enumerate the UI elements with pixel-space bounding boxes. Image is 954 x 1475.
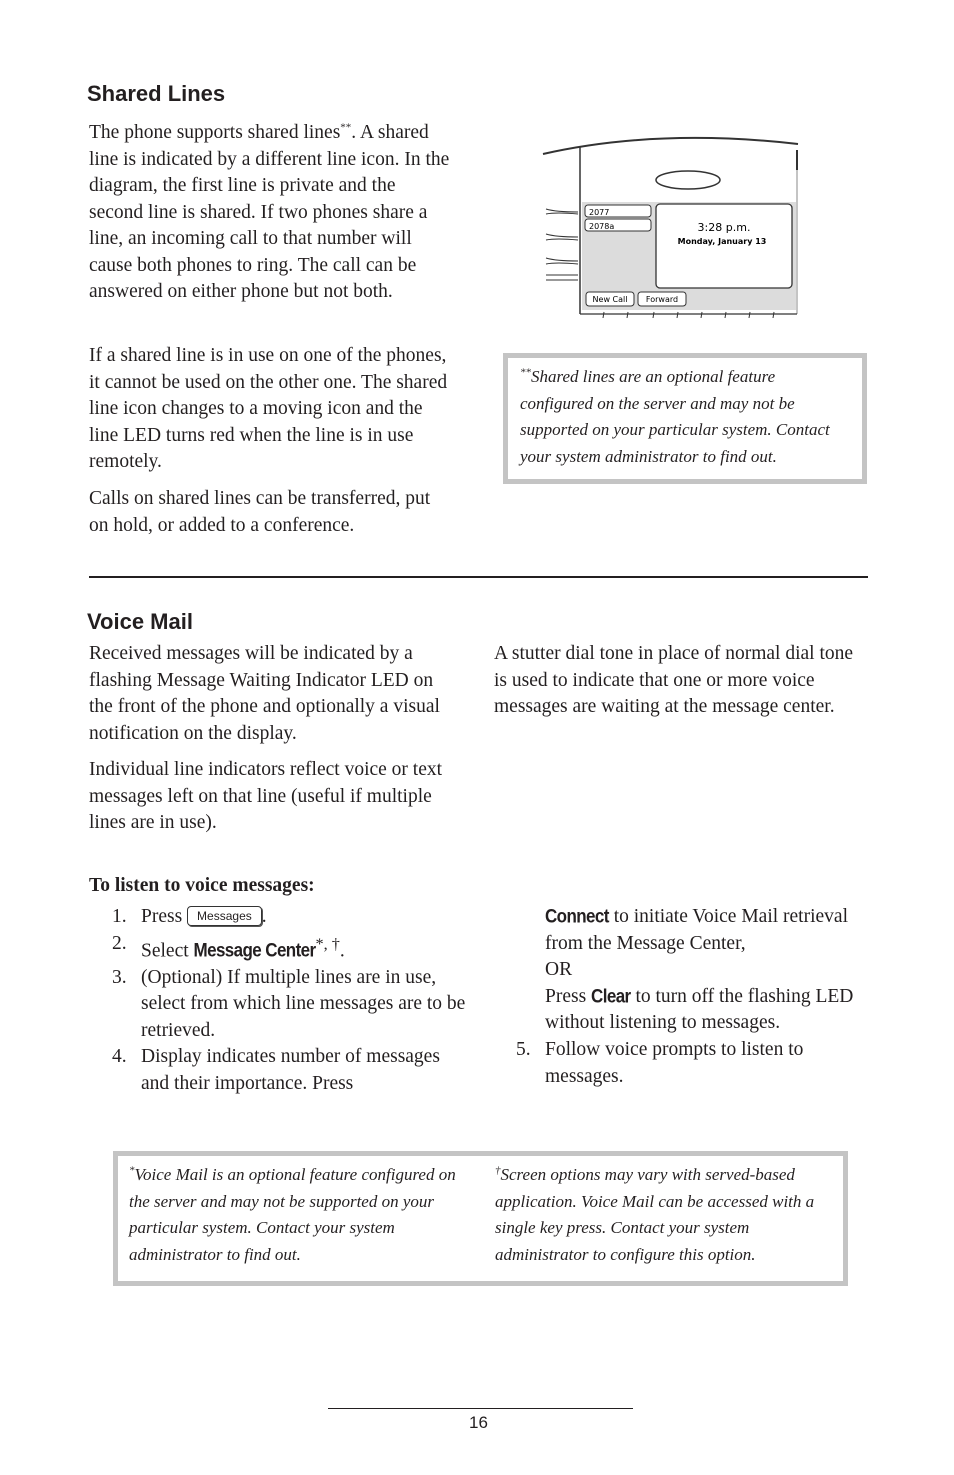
display-date: Monday, January 13 <box>677 237 767 246</box>
step-5: 5. Follow voice prompts to listen to messages. <box>516 1039 804 1087</box>
voice-mail-note-2: †Screen options may vary with served-based application. Voice Mail can be accessed with a single key press. Contact your system administrator to configure this option. <box>495 1164 815 1264</box>
softkey-forward: Forward <box>645 295 679 304</box>
shared-lines-para-1: The phone supports shared lines**. A shared line is indicated by a different line icon. In the diagram, the first line is private and the second line is shared. If two phones share a line, an incoming call to that number will cause both phones to ring. The call can be answered on either phone but not both. <box>89 121 450 302</box>
line-1-label: 2077 <box>589 208 610 217</box>
clear-softkey: Clear <box>591 985 631 1007</box>
steps-list-left <box>89 904 467 1097</box>
softkey-new-call: New Call <box>592 295 628 304</box>
voice-mail-para-3: A stutter dial tone in place of normal dial tone is used to indicate that one or more voice messages are waiting at the message center. <box>494 643 854 717</box>
listen-heading: To listen to voice messages: <box>89 875 315 896</box>
steps-list-right <box>493 1037 863 1090</box>
message-center-softkey: Message Center <box>193 939 316 962</box>
display-time: 3:28 p.m. <box>697 221 751 234</box>
voice-mail-note-1: *Voice Mail is an optional feature configured on the server and may not be supported on your particular system. Contact your system administrator to find out. <box>129 1164 456 1264</box>
line-2-label: 2078a <box>589 222 615 231</box>
step-2: 2. Select Message Center*, †. <box>89 931 467 965</box>
shared-lines-heading: Shared Lines <box>87 81 226 106</box>
voice-mail-notes <box>113 1151 848 1286</box>
step-1: 1. Press Messages . <box>112 906 267 927</box>
page-number: 16 <box>469 1413 488 1432</box>
messages-key: Messages <box>187 906 262 926</box>
step-3: 3. (Optional) If multiple lines are in use, select from which line messages are to be retrieved. <box>112 966 466 1041</box>
step-4: 4. Display indicates number of messages and their importance. Press <box>112 1046 440 1094</box>
footer-rule <box>328 1408 633 1409</box>
shared-lines-para-3: Calls on shared lines can be transferred, put on hold, or added to a conference. <box>89 488 431 536</box>
phone-display-diagram <box>538 134 804 318</box>
voice-mail-para-1: Received messages will be indicated by a flashing Message Waiting Indicator LED on the front of the phone and optionally a visual notification on the display. <box>89 643 440 744</box>
section-divider <box>89 576 868 578</box>
shared-lines-note: **Shared lines are an optional feature configured on the server and may not be supported on your particular system. Contact your system administrator to find out. <box>503 353 867 484</box>
voice-mail-heading: Voice Mail <box>87 609 193 634</box>
step-4-continued: Connect to initiate Voice Mail retrieval from the Message Center, OR Press Clear to turn off the flashing LED without listening to messages. <box>545 904 863 1037</box>
voice-mail-para-2: Individual line indicators reflect voice or text messages left on that line (useful if multiple lines are in use). <box>89 759 443 833</box>
connect-softkey: Connect <box>545 905 609 928</box>
shared-lines-para-2: If a shared line is in use on one of the phones, it cannot be used on the other one. The shared line icon changes to a moving icon and the line LED turns red when the line is in use remotely. <box>89 345 448 472</box>
